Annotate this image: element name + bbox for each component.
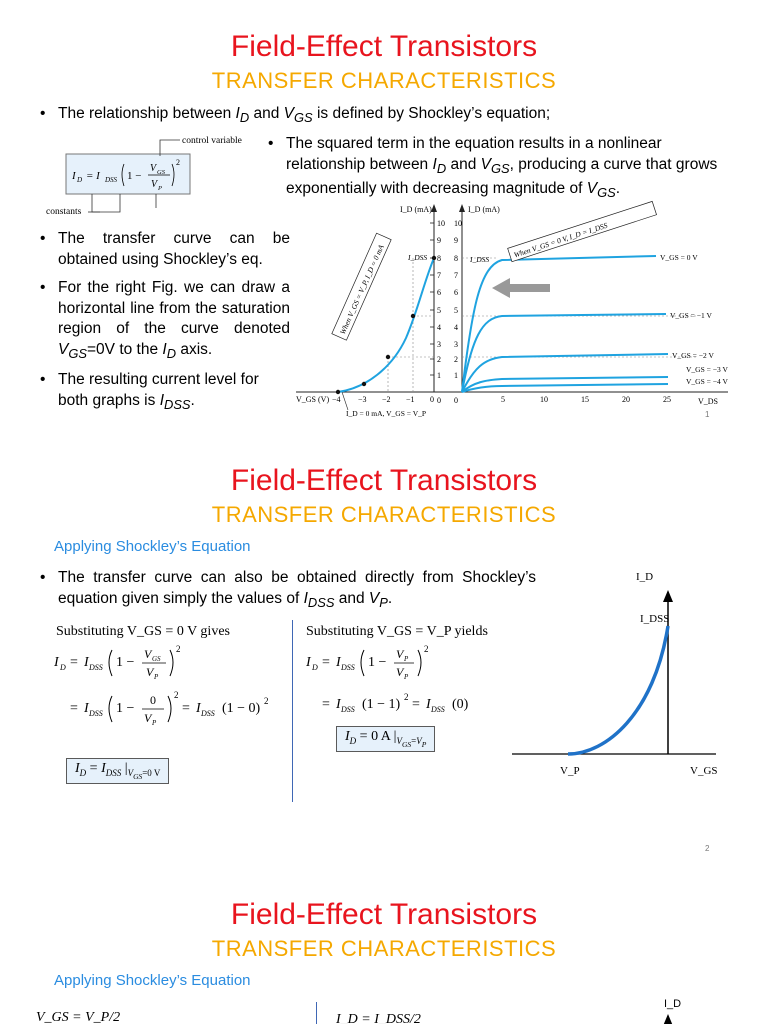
slide-title: Field-Effect Transistors — [230, 30, 538, 63]
svg-text:3: 3 — [454, 340, 458, 349]
svg-text:10: 10 — [540, 395, 548, 404]
svg-text:0: 0 — [437, 396, 441, 405]
slide-title: Field-Effect Transistors — [230, 464, 538, 497]
svg-text:V_GS (V): V_GS (V) — [296, 395, 330, 404]
svg-text:GS: GS — [152, 655, 161, 663]
svg-text:2: 2 — [176, 158, 180, 167]
svg-text:(1 − 0): (1 − 0) — [222, 701, 261, 716]
svg-text:(0): (0) — [452, 697, 469, 712]
svg-text:1: 1 — [454, 371, 458, 380]
svg-text:1 −: 1 − — [116, 701, 135, 716]
svg-text:DSS: DSS — [341, 705, 355, 714]
svg-text:DSS: DSS — [89, 663, 103, 672]
svg-text:constants: constants — [46, 207, 82, 217]
svg-text:25: 25 — [663, 395, 671, 404]
svg-text:5: 5 — [454, 306, 458, 315]
column-divider — [316, 1002, 317, 1024]
svg-text:=: = — [70, 655, 78, 670]
svg-text:V_DS: V_DS — [698, 397, 719, 406]
svg-text:0: 0 — [150, 693, 156, 707]
svg-text:2: 2 — [437, 355, 441, 364]
svg-text:I_D: I_D — [636, 571, 654, 583]
svg-text:V_GS = −3 V: V_GS = −3 V — [686, 365, 728, 374]
bullet-transfer-from-equation: • The transfer curve can also be obtained directly from Shockley’s equation given simply the values of $I_{DSS}$ and $V_P$. — [40, 569, 536, 610]
svg-text:DSS: DSS — [105, 176, 118, 184]
svg-text:When V_GS = V_P, I_D = 0 mA: When V_GS = V_P, I_D = 0 mA — [338, 243, 386, 336]
svg-text:5: 5 — [437, 306, 441, 315]
svg-text:V: V — [150, 163, 157, 174]
svg-text:=: = — [322, 697, 330, 712]
svg-text:V: V — [144, 647, 152, 661]
svg-text:D: D — [77, 176, 83, 184]
right-equation: I_D = I_DSS/2 — [336, 1012, 421, 1024]
section-heading: Applying Shockley’s Equation — [54, 972, 251, 989]
left-result-box: $I_D = I_{DSS}$ $|_{V_{GS}=0 V}$ — [66, 758, 169, 784]
svg-text:I: I — [306, 655, 311, 670]
page-number: 1 — [705, 410, 710, 419]
svg-text:I: I — [336, 655, 341, 670]
svg-text:0: 0 — [454, 396, 458, 405]
svg-text:4: 4 — [454, 323, 458, 332]
svg-text:3: 3 — [437, 340, 441, 349]
svg-text:D: D — [312, 663, 318, 672]
svg-text:V: V — [151, 179, 158, 190]
svg-text:I: I — [84, 655, 89, 670]
svg-text:2: 2 — [176, 644, 181, 654]
svg-text:2: 2 — [174, 690, 179, 700]
svg-text:I_DSS: I_DSS — [408, 253, 428, 262]
svg-text:0: 0 — [430, 395, 434, 404]
svg-text:I: I — [196, 701, 201, 716]
slide-1 — [0, 0, 768, 432]
svg-text:7: 7 — [437, 271, 441, 280]
svg-text:−1: −1 — [406, 395, 415, 404]
right-heading: Substituting V_GS = V_P yields — [306, 624, 488, 639]
svg-text:I: I — [72, 170, 76, 182]
svg-text:20: 20 — [622, 395, 630, 404]
svg-text:= I: = I — [86, 170, 100, 182]
svg-text:2: 2 — [404, 692, 409, 702]
column-divider — [292, 620, 293, 802]
transfer-drain-characteristics-graph — [296, 198, 732, 424]
svg-text:=: = — [322, 655, 330, 670]
svg-text:I_D = 0 mA, V_GS = V_P: I_D = 0 mA, V_GS = V_P — [346, 409, 427, 418]
svg-text:−4: −4 — [332, 395, 341, 404]
graph-axis-arrow — [660, 1014, 680, 1024]
svg-text:When V_GS = 0 V, I_D = I_DSS: When V_GS = 0 V, I_D = I_DSS — [512, 220, 609, 260]
svg-text:D: D — [60, 663, 66, 672]
svg-text:I_D (mA): I_D (mA) — [468, 205, 500, 214]
svg-text:I_DSS: I_DSS — [470, 255, 490, 264]
svg-text:=: = — [70, 701, 78, 716]
svg-text:10: 10 — [454, 219, 462, 228]
svg-text:2: 2 — [264, 696, 269, 706]
svg-text:1 −: 1 − — [116, 655, 135, 670]
svg-text:=: = — [412, 697, 420, 712]
svg-text:DSS: DSS — [431, 705, 445, 714]
svg-text:DSS: DSS — [341, 663, 355, 672]
svg-text:1 −: 1 − — [127, 170, 142, 182]
svg-text:1 −: 1 − — [368, 655, 387, 670]
bullet-shockley-intro: • The relationship between $I_D$ and $V_{GS}$ is defined by Shockley’s equation; — [40, 105, 551, 126]
svg-text:I_DSS: I_DSS — [640, 613, 670, 625]
slide-title: Field-Effect Transistors — [230, 898, 538, 931]
svg-text:V_GS = −4 V: V_GS = −4 V — [686, 377, 728, 386]
slide-subtitle: TRANSFER CHARACTERISTICS — [211, 502, 557, 527]
left-heading: Substituting V_GS = 0 V gives — [56, 624, 230, 639]
right-equation — [306, 642, 506, 732]
svg-text:(1 − 1): (1 − 1) — [362, 697, 401, 712]
svg-text:DSS: DSS — [89, 709, 103, 718]
svg-text:V_GS = −2 V: V_GS = −2 V — [672, 351, 714, 360]
slide-2 — [0, 434, 768, 866]
svg-text:P: P — [152, 719, 157, 727]
graph-id-label: I_D — [664, 998, 682, 1010]
page-number: 2 — [705, 844, 710, 853]
left-equation — [54, 642, 284, 732]
svg-text:GS: GS — [157, 169, 165, 176]
svg-text:15: 15 — [581, 395, 589, 404]
svg-text:V_P: V_P — [560, 765, 580, 777]
bullet-horizontal-line: • For the right Fig. we can draw a horizontal line from the saturation region of the curve denoted $V_{GS}=0V$ to the $I_D$ axis. — [40, 279, 290, 361]
section-heading: Applying Shockley’s Equation — [54, 538, 251, 555]
svg-text:9: 9 — [437, 236, 441, 245]
svg-text:1: 1 — [437, 371, 441, 380]
svg-text:=: = — [182, 701, 190, 716]
svg-text:2: 2 — [424, 644, 429, 654]
svg-text:2: 2 — [454, 355, 458, 364]
bullet-transfer-curve: • The transfer curve can be obtained using Shockley’s eq. — [40, 230, 290, 268]
svg-text:V: V — [396, 647, 404, 661]
svg-text:−2: −2 — [382, 395, 391, 404]
svg-text:control variable: control variable — [182, 136, 242, 146]
svg-text:V: V — [144, 711, 152, 725]
svg-text:V: V — [396, 665, 404, 679]
bullet-nonlinear: • The squared term in the equation results in a nonlinear relationship between $I_D$ and $V_{GS}$, producing a curve that grows exponentially with decreasing magnitude of $V_{GS}$. — [268, 135, 718, 201]
bullet-current-level: • The resulting current level for both graphs is $I_{DSS}$. — [40, 371, 259, 412]
svg-text:I: I — [426, 697, 431, 712]
svg-text:DSS: DSS — [201, 709, 215, 718]
slide-subtitle: TRANSFER CHARACTERISTICS — [211, 936, 557, 961]
svg-text:8: 8 — [454, 254, 458, 263]
svg-text:I: I — [54, 655, 59, 670]
svg-text:V_GS: V_GS — [690, 765, 718, 777]
svg-text:6: 6 — [437, 288, 441, 297]
slide-3 — [0, 868, 768, 1024]
right-result-box: $I_D = 0$ A $|_{V_{GS}=V_P}$ — [336, 726, 435, 752]
svg-text:7: 7 — [454, 271, 458, 280]
svg-text:4: 4 — [437, 323, 441, 332]
svg-text:5: 5 — [501, 395, 505, 404]
svg-text:I: I — [84, 701, 89, 716]
svg-text:P: P — [404, 673, 409, 681]
svg-text:6: 6 — [454, 288, 458, 297]
slide-subtitle: TRANSFER CHARACTERISTICS — [211, 68, 557, 93]
transfer-curve-graph — [506, 564, 726, 784]
svg-text:V: V — [146, 665, 154, 679]
shockley-equation-figure — [40, 132, 260, 222]
svg-text:V_GS = 0 V: V_GS = 0 V — [660, 253, 698, 262]
svg-text:10: 10 — [437, 219, 445, 228]
svg-text:V_GS = −1 V: V_GS = −1 V — [670, 311, 712, 320]
svg-text:P: P — [158, 185, 162, 192]
svg-text:I: I — [336, 697, 341, 712]
svg-text:I_D (mA): I_D (mA) — [400, 205, 432, 214]
svg-text:−3: −3 — [358, 395, 367, 404]
svg-text:9: 9 — [454, 236, 458, 245]
svg-text:P: P — [404, 655, 409, 663]
left-equation: V_GS = V_P/2 — [36, 1010, 121, 1024]
svg-text:8: 8 — [437, 254, 441, 263]
svg-text:P: P — [154, 673, 159, 681]
